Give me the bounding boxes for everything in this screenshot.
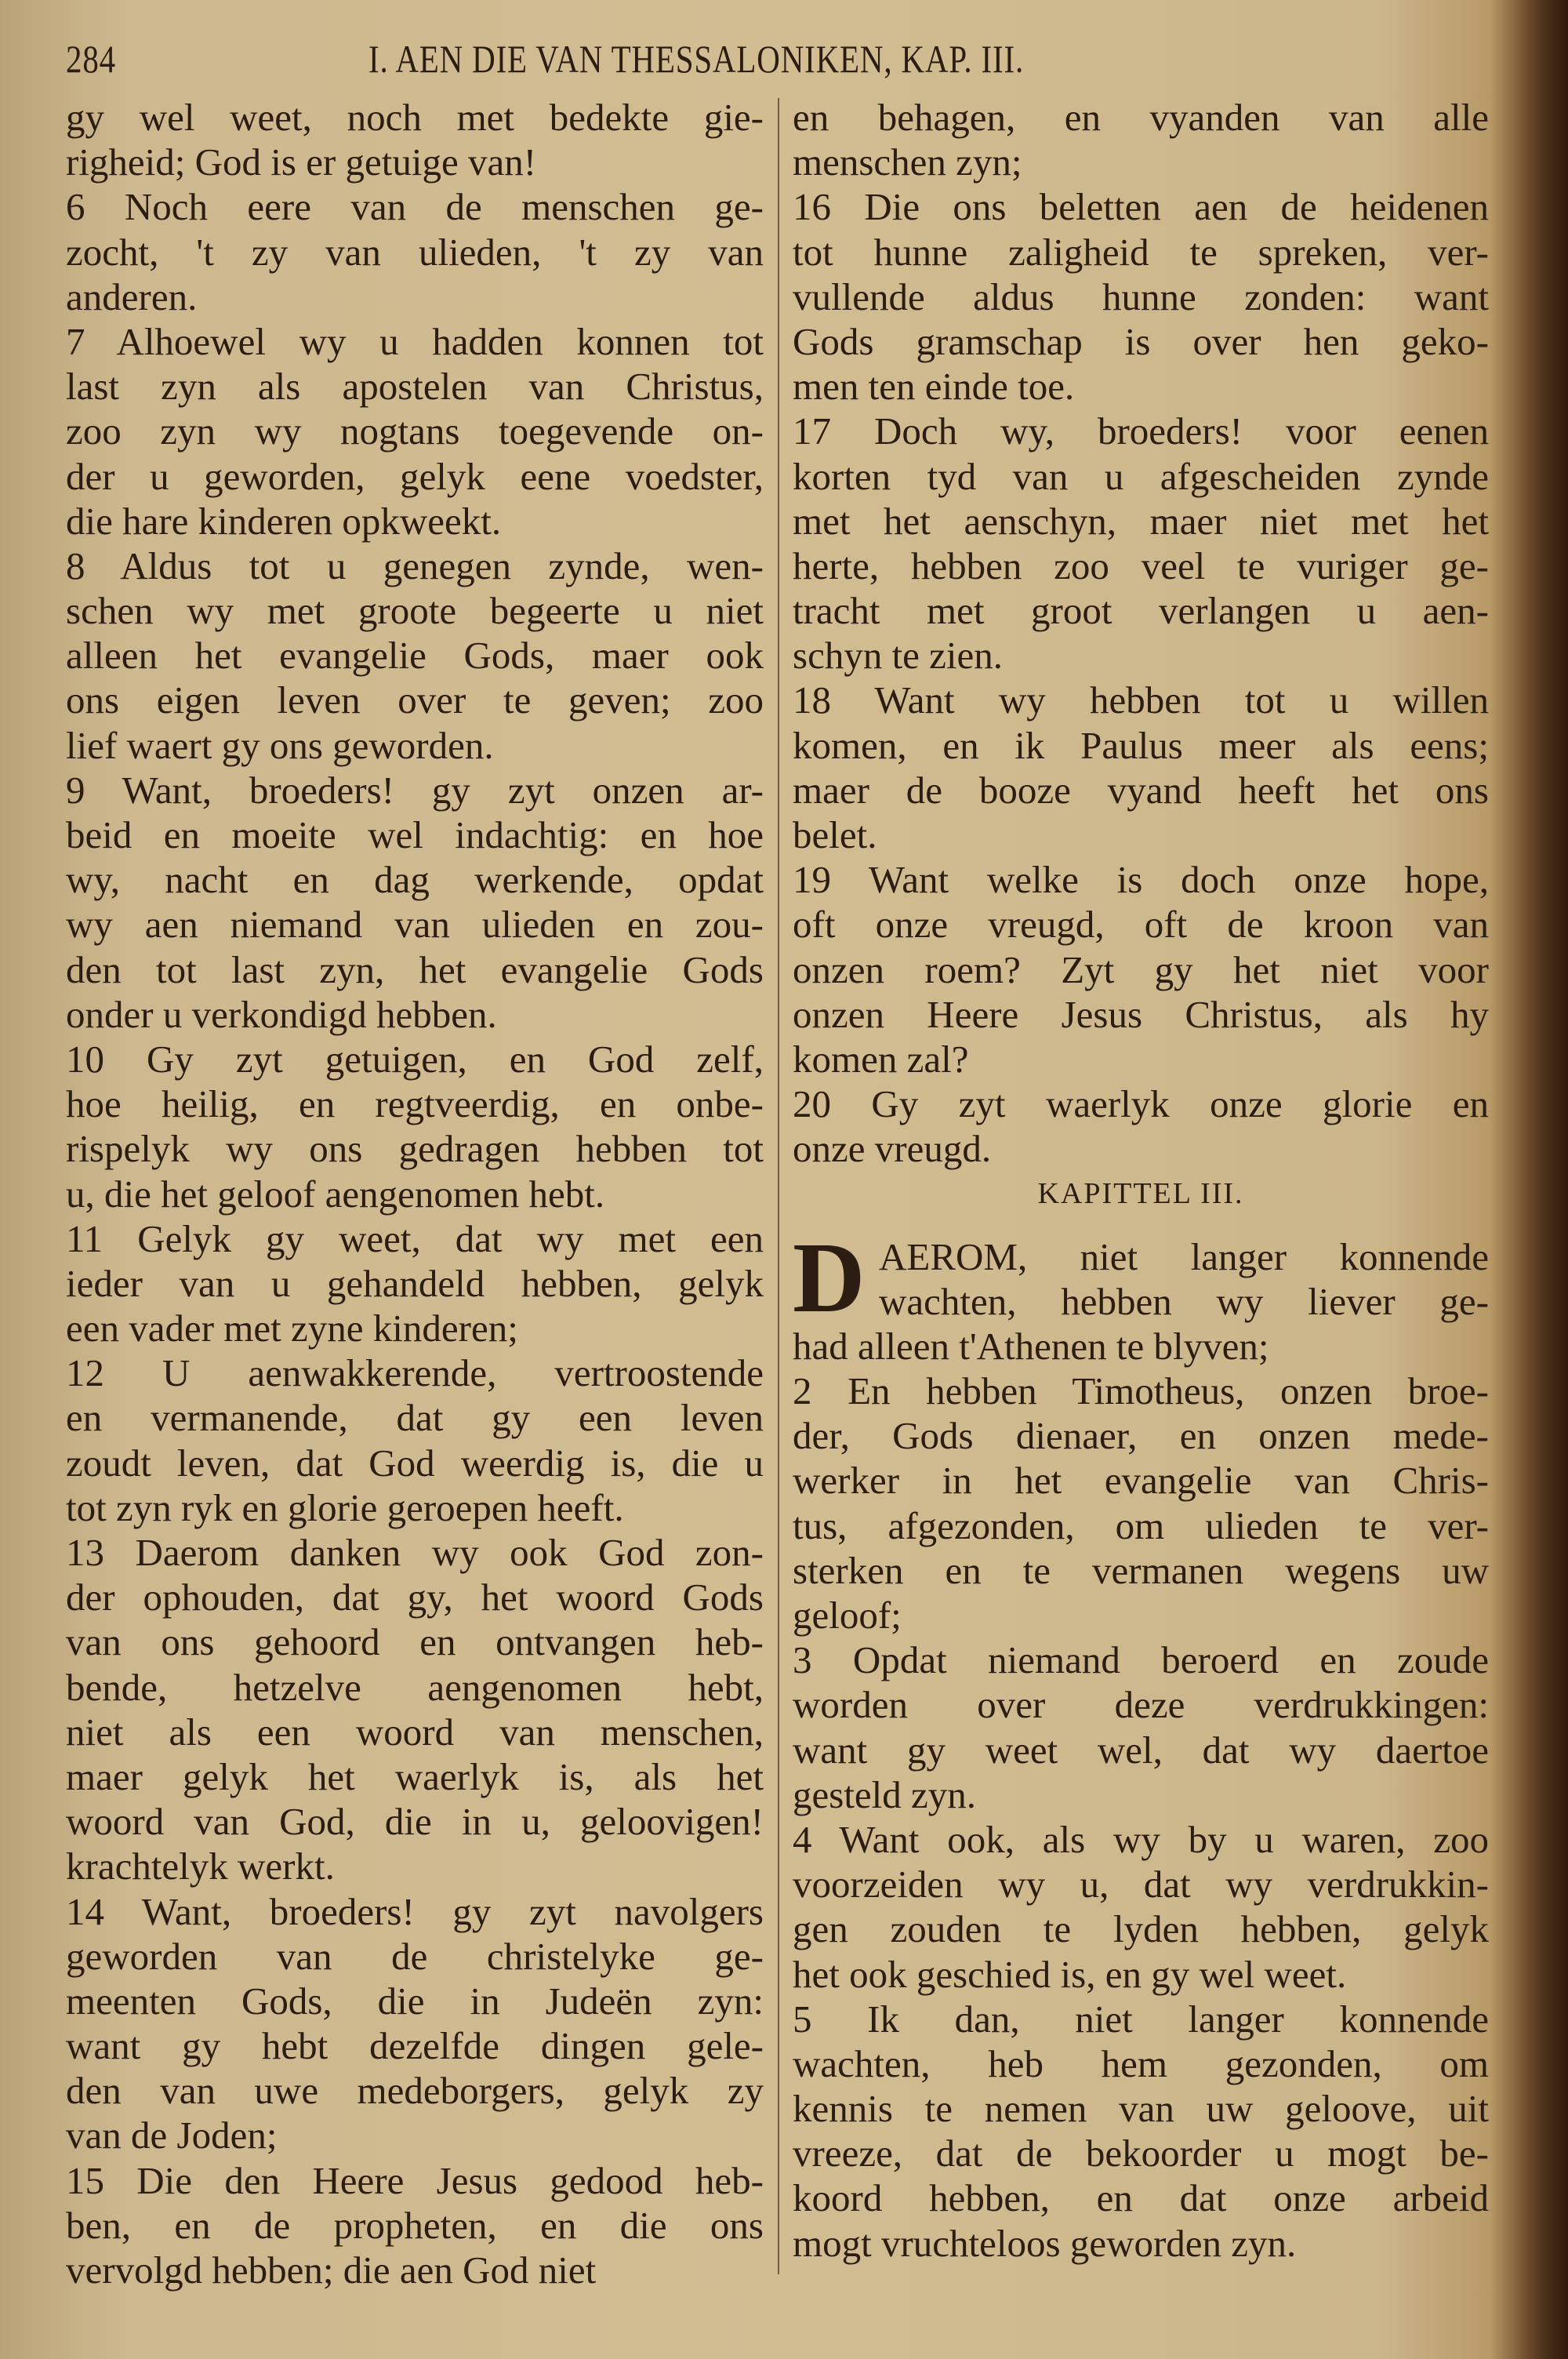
text-line: schyn te zien.: [793, 634, 1004, 678]
text-line: 3 Opdat niemand beroerd en zoude: [793, 1638, 1489, 1682]
text-line: der ophouden, dat gy, het woord Gods: [66, 1576, 764, 1619]
text-line: tot zyn ryk en glorie geroepen heeft.: [66, 1485, 624, 1529]
text-line: der, Gods dienaer, en onzen mede-: [793, 1414, 1489, 1458]
text-line: 6 Noch eere van de menschen ge-: [66, 185, 764, 229]
text-line: 12 U aenwakkerende, vertroostende: [66, 1351, 764, 1395]
text-line: krachtelyk werkt.: [66, 1845, 335, 1888]
text-line: meenten Gods, die in Judeën zyn:: [66, 1979, 764, 2023]
page-number: 284: [66, 37, 116, 81]
text-line: komen, en ik Paulus meer als eens;: [793, 723, 1489, 767]
text-line: 11 Gelyk gy weet, dat wy met een: [66, 1216, 764, 1260]
text-line: 8 Aldus tot u genegen zynde, wen-: [66, 543, 764, 587]
text-line: zoudt leven, dat God weerdig is, die u: [66, 1441, 764, 1485]
text-line: hoe heilig, en regtveerdig, en onbe-: [66, 1082, 764, 1126]
text-line: 2 En hebben Timotheus, onzen broe-: [793, 1369, 1489, 1413]
text-line: alleen het evangelie Gods, maer ook: [66, 634, 764, 678]
text-line: korten tyd van u afgescheiden zynde: [793, 454, 1489, 498]
text-line: wachten, hebben wy liever ge-: [879, 1279, 1489, 1323]
text-line: bende, hetzelve aengenomen hebt,: [66, 1665, 764, 1709]
text-line: men ten einde toe.: [793, 365, 1075, 409]
text-line: righeid; God is er getuige van!: [66, 140, 537, 184]
text-line: tracht met groot verlangen u aen-: [793, 589, 1489, 633]
text-line: worden over deze verdrukkingen:: [793, 1683, 1489, 1727]
text-line: had alleen t'Athenen te blyven;: [793, 1324, 1269, 1368]
text-line: niet als een woord van menschen,: [66, 1710, 764, 1754]
text-line: 20 Gy zyt waerlyk onze glorie en: [793, 1082, 1489, 1126]
text-line: der u geworden, gelyk eene voedster,: [66, 454, 764, 498]
text-line: 5 Ik dan, niet langer konnende: [793, 1997, 1489, 2041]
text-line: vervolgd hebben; die aen God niet: [66, 2248, 597, 2292]
text-line: Gods gramschap is over hen geko-: [793, 319, 1489, 363]
text-line: wy aen niemand van ulieden en zou-: [66, 903, 764, 947]
text-line: onder u verkondigd hebben.: [66, 992, 497, 1036]
running-title: I. AEN DIE VAN THESSALONIKEN, KAP. III.: [368, 37, 1025, 81]
text-line: komen zal?: [793, 1037, 969, 1081]
text-line: ben, en de propheten, en die ons: [66, 2203, 764, 2247]
text-line: met het aenschyn, maer niet met het: [793, 499, 1489, 543]
text-line: gesteld zyn.: [793, 1772, 977, 1816]
text-line: oft onze vreugd, oft de kroon van: [793, 903, 1489, 947]
text-line: ieder van u gehandeld hebben, gelyk: [66, 1261, 764, 1305]
text-line: en behagen, en vyanden van alle: [793, 96, 1489, 139]
text-line: van de Joden;: [66, 2114, 278, 2157]
text-line: die hare kinderen opkweekt.: [66, 499, 502, 543]
text-line: maer gelyk het waerlyk is, als het: [66, 1754, 764, 1798]
text-line: want gy weet wel, dat wy daertoe: [793, 1728, 1489, 1772]
text-line: u, die het geloof aengenomen hebt.: [66, 1172, 605, 1216]
right-column-verses: [793, 95, 1489, 1172]
text-line: tus, afgezonden, om ulieden te ver-: [793, 1503, 1489, 1547]
text-line: geloof;: [793, 1594, 902, 1637]
text-line: last zyn als apostelen van Christus,: [66, 365, 764, 409]
text-line: schen wy met groote begeerte u niet: [66, 589, 764, 633]
drop-cap: D: [793, 1221, 866, 1333]
text-line: gen zouden te lyden hebben, gelyk: [793, 1907, 1489, 1951]
chapter-verses: [793, 1221, 1489, 2266]
column-divider: [778, 98, 779, 2274]
text-line: AEROM, niet langer konnende: [879, 1234, 1489, 1278]
text-line: 19 Want welke is doch onze hope,: [793, 858, 1489, 902]
text-line: 15 Die den Heere Jesus gedood heb-: [66, 2158, 764, 2202]
text-line: wachten, heb hem gezonden, om: [793, 2041, 1489, 2085]
text-line: rispelyk wy ons gedragen hebben tot: [66, 1127, 764, 1171]
text-line: den tot last zyn, het evangelie Gods: [66, 947, 764, 991]
text-line: 18 Want wy hebben tot u willen: [793, 678, 1489, 722]
text-line: werker in het evangelie van Chris-: [793, 1459, 1489, 1503]
text-line: belet.: [793, 813, 877, 856]
text-line: zoo zyn wy nogtans toegevende on-: [66, 409, 764, 453]
text-line: onzen roem? Zyt gy het niet voor: [793, 947, 1489, 991]
text-line: sterken en te vermanen wegens uw: [793, 1548, 1489, 1592]
text-line: den van uwe medeborgers, gelyk zy: [66, 2069, 764, 2113]
text-line: het ook geschied is, en gy wel weet.: [793, 1952, 1347, 1996]
text-line: 17 Doch wy, broeders! voor eenen: [793, 409, 1489, 453]
text-line: ons eigen leven over te geven; zoo: [66, 678, 764, 722]
text-line: 7 Alhoewel wy u hadden konnen tot: [66, 319, 764, 363]
text-line: van ons gehoord en ontvangen heb-: [66, 1620, 764, 1664]
text-line: anderen.: [66, 274, 198, 318]
text-line: mogt vruchteloos geworden zyn.: [793, 2221, 1297, 2265]
right-column: [793, 95, 1489, 2266]
text-line: herte, hebben zoo veel te vuriger ge-: [793, 543, 1489, 587]
left-column: [66, 95, 764, 2292]
text-line: kennis te nemen van uw geloove, uit: [793, 2087, 1489, 2131]
text-line: onzen Heere Jesus Christus, als hy: [793, 992, 1489, 1036]
text-line: vreeze, dat de bekoorder u mogt be-: [793, 2132, 1489, 2175]
text-line: 9 Want, broeders! gy zyt onzen ar-: [66, 768, 764, 812]
text-line: menschen zyn;: [793, 140, 1022, 184]
text-line: onze vreugd.: [793, 1127, 992, 1171]
chapter-heading: KAPITTEL III.: [1037, 1176, 1244, 1210]
text-line: beid en moeite wel indachtig: en hoe: [66, 813, 764, 856]
book-gutter-edge: [1529, 0, 1568, 2359]
text-line: 4 Want ook, als wy by u waren, zoo: [793, 1817, 1489, 1861]
text-line: 16 Die ons beletten aen de heidenen: [793, 185, 1489, 229]
text-line: 13 Daerom danken wy ook God zon-: [66, 1531, 764, 1574]
text-line: voorzeiden wy u, dat wy verdrukkin-: [793, 1863, 1489, 1906]
text-line: lief waert gy ons geworden.: [66, 723, 494, 767]
text-line: en vermanende, dat gy een leven: [66, 1396, 764, 1440]
text-line: 14 Want, broeders! gy zyt navolgers: [66, 1889, 764, 1933]
text-line: zocht, 't zy van ulieden, 't zy van: [66, 230, 764, 274]
text-line: 10 Gy zyt getuigen, en God zelf,: [66, 1037, 764, 1081]
text-line: gy wel weet, noch met bedekte gie-: [66, 96, 764, 139]
text-line: want gy hebt dezelfde dingen gele-: [66, 2024, 764, 2068]
text-line: een vader met zyne kinderen;: [66, 1307, 518, 1350]
text-line: woord van God, die in u, geloovigen!: [66, 1800, 764, 1844]
text-line: tot hunne zaligheid te spreken, ver-: [793, 230, 1489, 274]
text-line: geworden van de christelyke ge-: [66, 1934, 764, 1978]
text-line: vullende aldus hunne zonden: want: [793, 274, 1489, 318]
text-line: wy, nacht en dag werkende, opdat: [66, 858, 764, 902]
text-line: maer de booze vyand heeft het ons: [793, 768, 1489, 812]
text-line: koord hebben, en dat onze arbeid: [793, 2176, 1489, 2220]
